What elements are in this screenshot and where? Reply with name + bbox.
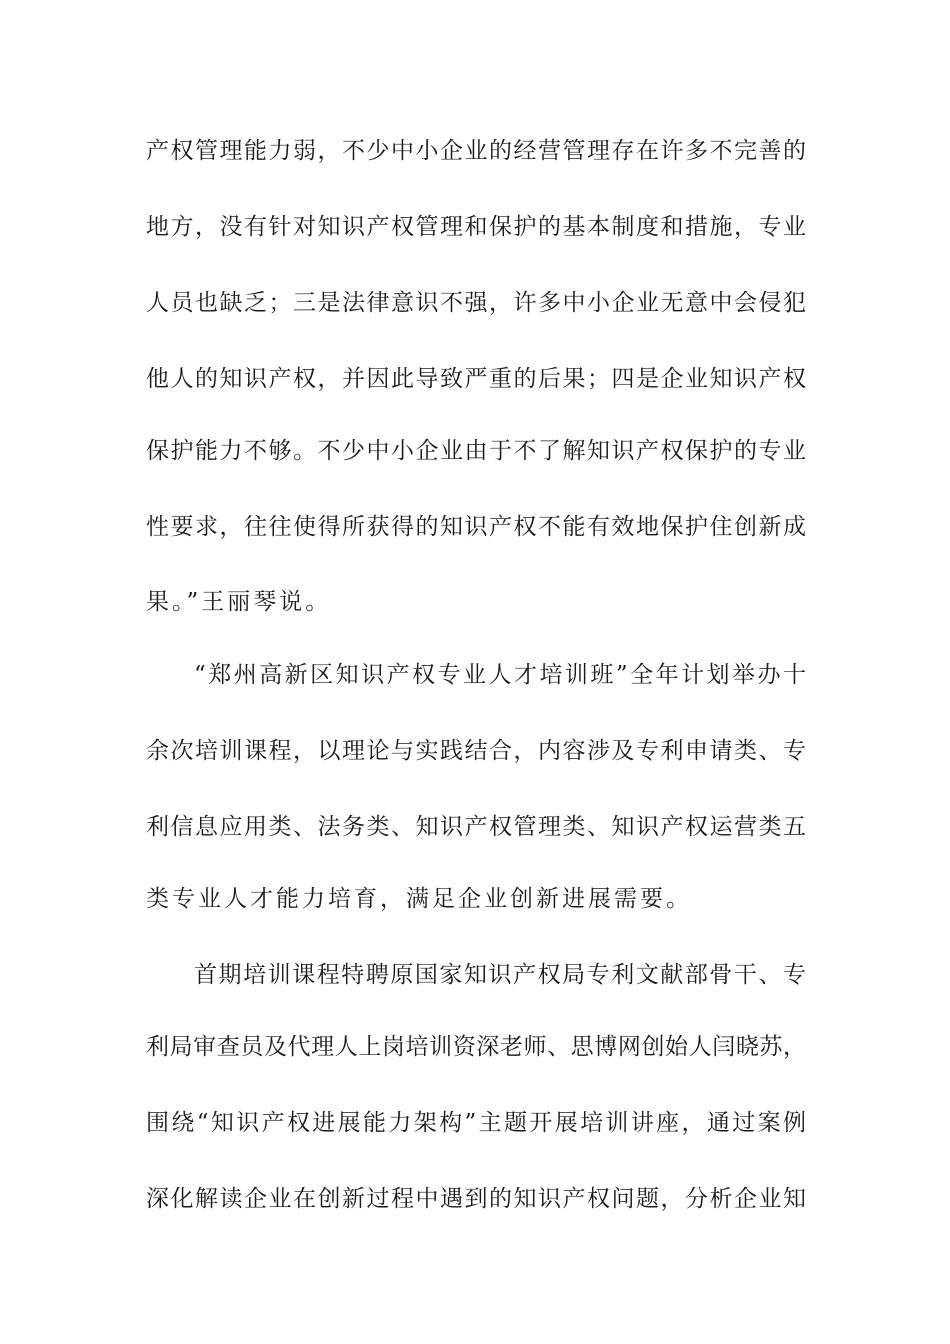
paragraph-first-line: 首期培训课程特聘原国家知识产权局专利文献部骨干、专 — [194, 962, 806, 988]
text-line: 他人的知识产权，并因此导致严重的后果；四是企业知识产权 — [146, 366, 806, 392]
paragraph-end-line: 类专业人才能力培育，满足企业创新进展需要。 — [146, 886, 692, 912]
text-line: 地方，没有针对知识产权管理和保护的基本制度和措施，专业 — [146, 214, 806, 240]
text-line: 深化解读企业在创新过程中遇到的知识产权问题，分析企业知 — [146, 1186, 806, 1212]
text-line: 保护能力不够。不少中小企业由于不了解知识产权保护的专业 — [146, 438, 806, 464]
text-line: 围绕“知识产权进展能力架构”主题开展培训讲座，通过案例 — [146, 1110, 806, 1136]
text-line: 利信息应用类、法务类、知识产权管理类、知识产权运营类五 — [146, 814, 806, 840]
text-line: 产权管理能力弱，不少中小企业的经营管理存在许多不完善的 — [146, 138, 806, 164]
text-line: 余次培训课程，以理论与实践结合，内容涉及专利申请类、专 — [146, 738, 806, 764]
paragraph-first-line: “郑州高新区知识产权专业人才培训班”全年计划举办十 — [194, 662, 806, 688]
text-line: 利局审查员及代理人上岗培训资深老师、思博网创始人闫晓苏， — [146, 1034, 806, 1060]
paragraph-end-line: 果。”王丽琴说。 — [146, 589, 332, 615]
text-line: 性要求，往往使得所获得的知识产权不能有效地保护住创新成 — [146, 514, 806, 540]
text-line: 人员也缺乏；三是法律意识不强，许多中小企业无意中会侵犯 — [146, 290, 806, 316]
